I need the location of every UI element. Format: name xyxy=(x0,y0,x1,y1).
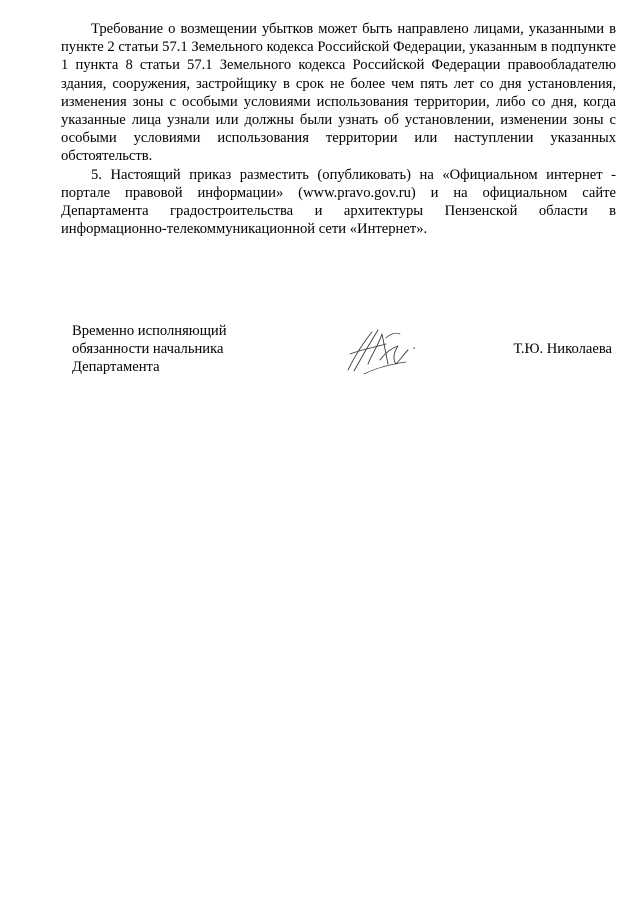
paragraph-publication-order: 5. Настоящий приказ разместить (опубликовать) на «Официальном интернет - портале правовой информации» (www.pravo.gov.ru) и на официальном сайте Департамента градостроительства и архитектуры Пензенской области в информационно-телекоммуникационной сети «Интернет». xyxy=(61,166,616,238)
signature-block xyxy=(72,322,617,382)
document-body xyxy=(61,20,616,238)
paragraph-damages-claim: Требование о возмещении убытков может быть направлено лицами, указанными в пункте 2 статьи 57.1 Земельного кодекса Российской Федерации, указанным в подпункте 1 пункта 8 статьи 57.1 Земельного кодекса Российской Федерации правообладателю здания, сооружения, застройщику в срок не более чем пять лет со дня установления, изменения зоны с особыми условиями использования территории, либо со дня, когда указанные лица узнали или должны были узнать об установлении, изменении зоны с особыми условиями использования территории или наступлении указанных обстоятельств. xyxy=(61,21,616,165)
position-line: Департамента xyxy=(72,359,160,376)
position-line: обязанности начальника xyxy=(72,341,224,358)
signatory-position xyxy=(72,322,227,377)
signatory-name: Т.Ю. Николаева xyxy=(513,341,612,357)
position-line: Временно исполняющий xyxy=(72,323,227,339)
handwritten-signature xyxy=(342,324,424,376)
